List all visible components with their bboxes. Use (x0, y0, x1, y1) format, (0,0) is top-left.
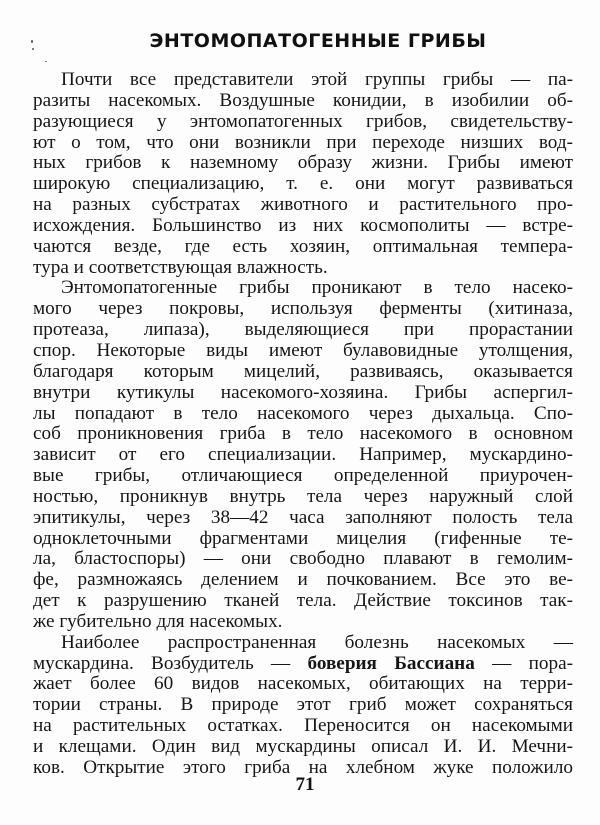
text-line: вые грибы, отличающиеся определенной приурочен- (33, 465, 573, 487)
text-line: благодаря которым мицелий, развиваясь, оказывается (33, 360, 573, 382)
page-title: ЭНТОМОПАТОГЕННЫЕ ГРИБЫ (149, 30, 487, 52)
text-line: тории страны. В природе этот гриб может сохраняться (33, 694, 573, 716)
text-line: спор. Некоторые виды имеют булавовидные утолщения, (33, 339, 573, 361)
text-line: зависит от его специализации. Например, мускардино- (33, 444, 573, 466)
text-line: фе, размножаясь делением и почкованием. Все это ве- (33, 569, 573, 591)
body-text (33, 70, 573, 779)
text-line: жает более 60 видов насекомых, обитающих на терри- (33, 673, 573, 695)
text-line: дет к разрушению тканей тела. Действие токсинов так- (33, 590, 573, 612)
text-run: — пора- (474, 652, 573, 674)
text-line: и клещами. Один вид мускардины описал И. И. Мечни- (33, 736, 573, 757)
text-line: соб проникновения гриба в тело насекомого в основном (33, 423, 573, 445)
text-line: эпитикулы, через 38—42 часа заполняют полость тела (33, 506, 573, 528)
text-run: мускардина. Возбудитель — (33, 652, 308, 674)
text-line: ют о том, что они возникли при переходе низших вод- (33, 131, 573, 153)
text-line: на разных субстратах животного и растительного про- (33, 194, 573, 216)
text-line: протеаза, липаза), выделяющиеся при прорастании (33, 319, 573, 341)
text-line: ла, бластоспоры) — они свободно плавают в гемолим- (33, 548, 573, 570)
text-line: ностью, проникнув внутрь тела через наружный слой (33, 485, 573, 507)
text-line: одноклеточными фрагментами мицелия (гифенные те- (33, 527, 573, 549)
text-line: лы попадают в тело насекомого через дыхальца. Спо- (33, 402, 573, 424)
bold-term: боверия Бассиана (307, 652, 475, 674)
scan-speck (45, 61, 47, 62)
text-line (33, 654, 573, 675)
page-number: 71 (295, 774, 315, 795)
text-line: же губительно для насекомых. (33, 610, 283, 632)
text-line: Энтомопатогенные грибы проникают в тело насеко- (61, 277, 573, 299)
text-line: ков. Открытие этого гриба на хлебном жуке положило (33, 756, 573, 778)
text-line: ных грибов к наземному образу жизни. Грибы имеют (33, 152, 573, 174)
text-line: внутри кутикулы насекомого-хозяина. Грибы аспергил- (33, 381, 573, 403)
text-line: на растительных остатках. Переносится он насекомыми (33, 715, 573, 737)
text-line: разиты насекомых. Воздушные конидии, в изобилии об- (33, 89, 573, 111)
text-line: широкую специализацию, т. е. они могут развиваться (33, 173, 573, 195)
text-line: Наиболее распространенная болезнь насекомых — (61, 631, 573, 653)
text-line: Почти все представители этой группы грибы — па- (61, 69, 573, 90)
text-line: исхождения. Большинство из них космополиты — встре- (33, 214, 573, 236)
text-line: разующиеся у энтомопатогенных грибов, свидетельству- (33, 110, 573, 132)
text-line: мого через покровы, используя ферменты (хитиназа, (33, 298, 573, 320)
text-line: тура и соответствующая влажность. (33, 256, 328, 278)
text-line: чаются везде, где есть хозяин, оптимальная темпера- (33, 235, 573, 257)
